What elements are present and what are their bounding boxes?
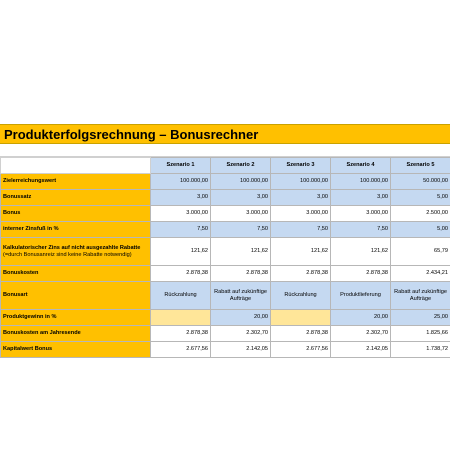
output-cell[interactable]: 1.825,66 [391, 326, 450, 342]
output-cell[interactable]: 3.000,00 [211, 206, 271, 222]
header-cell-scenario-5[interactable]: Szenario 5 [391, 158, 450, 174]
output-cell[interactable]: 2.878,38 [211, 266, 271, 282]
table-row [1, 282, 450, 310]
output-cell[interactable]: 2.142,05 [211, 342, 271, 358]
select-cell[interactable]: Produktlieferung [331, 282, 391, 310]
table-row [1, 222, 450, 238]
input-cell[interactable]: 5,00 [391, 222, 450, 238]
table-row [1, 326, 450, 342]
output-cell[interactable]: 2.878,38 [151, 326, 211, 342]
row-label-main: Kalkulatorischer Zins auf nicht ausgezahlte Rabatte [3, 245, 141, 252]
sheet-title: Produkterfolgsrechnung – Bonusrechner [4, 126, 259, 142]
output-cell[interactable]: 65,79 [391, 238, 450, 266]
output-cell[interactable]: 3.000,00 [271, 206, 331, 222]
table-row [1, 266, 450, 282]
disabled-cell[interactable] [151, 310, 211, 326]
input-cell[interactable]: 25,00 [391, 310, 450, 326]
bonus-table [0, 157, 450, 358]
output-cell[interactable]: 121,62 [271, 238, 331, 266]
header-cell-scenario-4[interactable]: Szenario 4 [331, 158, 391, 174]
output-cell[interactable]: 2.677,56 [151, 342, 211, 358]
select-cell[interactable]: Rückzahlung [271, 282, 331, 310]
input-cell[interactable]: 20,00 [211, 310, 271, 326]
header-blank-cell[interactable] [1, 158, 151, 174]
header-cell-scenario-2[interactable]: Szenario 2 [211, 158, 271, 174]
output-cell[interactable]: 2.434,21 [391, 266, 450, 282]
input-cell[interactable]: 100.000,00 [331, 174, 391, 190]
output-cell[interactable]: 2.677,56 [271, 342, 331, 358]
input-cell[interactable]: 3,00 [271, 190, 331, 206]
row-label[interactable]: Bonusart [1, 282, 151, 310]
table-row [1, 206, 450, 222]
row-label[interactable]: Bonuskosten am Jahresende [1, 326, 151, 342]
output-cell[interactable]: 2.142,05 [331, 342, 391, 358]
input-cell[interactable]: 5,00 [391, 190, 450, 206]
disabled-cell[interactable] [271, 310, 331, 326]
select-cell[interactable]: Rabatt auf zukünftige Aufträge [391, 282, 450, 310]
table-row [1, 238, 450, 266]
output-cell[interactable]: 121,62 [211, 238, 271, 266]
row-label[interactable] [1, 238, 151, 266]
table-row [1, 190, 450, 206]
header-cell-scenario-1[interactable]: Szenario 1 [151, 158, 211, 174]
output-cell[interactable]: 2.878,38 [331, 266, 391, 282]
output-cell[interactable]: 121,62 [151, 238, 211, 266]
header-row [1, 158, 450, 174]
output-cell[interactable]: 3.000,00 [151, 206, 211, 222]
input-cell[interactable]: 100.000,00 [151, 174, 211, 190]
row-label[interactable]: Kapitalwert Bonus [1, 342, 151, 358]
row-label[interactable]: Produktgewinn in % [1, 310, 151, 326]
row-label-note: (=durch Bonusanreiz sind keine Rabatte notwendig) [3, 251, 132, 258]
title-bar [0, 124, 450, 144]
row-label[interactable]: Bonuskosten [1, 266, 151, 282]
input-cell[interactable]: 100.000,00 [271, 174, 331, 190]
input-cell[interactable]: 3,00 [151, 190, 211, 206]
output-cell[interactable]: 2.302,70 [211, 326, 271, 342]
select-cell[interactable]: Rückzahlung [151, 282, 211, 310]
input-cell[interactable]: 20,00 [331, 310, 391, 326]
table-row [1, 310, 450, 326]
input-cell[interactable]: 7,50 [151, 222, 211, 238]
row-label[interactable]: interner Zinsfuß in % [1, 222, 151, 238]
input-cell[interactable]: 7,50 [211, 222, 271, 238]
output-cell[interactable]: 2.500,00 [391, 206, 450, 222]
output-cell[interactable]: 2.302,70 [331, 326, 391, 342]
row-label[interactable]: Bonussatz [1, 190, 151, 206]
row-label[interactable]: Bonus [1, 206, 151, 222]
input-cell[interactable]: 3,00 [211, 190, 271, 206]
input-cell[interactable]: 100.000,00 [211, 174, 271, 190]
spreadsheet [0, 124, 450, 358]
output-cell[interactable]: 3.000,00 [331, 206, 391, 222]
header-cell-scenario-3[interactable]: Szenario 3 [271, 158, 331, 174]
output-cell[interactable]: 121,62 [331, 238, 391, 266]
empty-row [0, 144, 450, 157]
input-cell[interactable]: 7,50 [331, 222, 391, 238]
table-row [1, 342, 450, 358]
output-cell[interactable]: 2.878,38 [271, 326, 331, 342]
output-cell[interactable]: 1.738,72 [391, 342, 450, 358]
input-cell[interactable]: 3,00 [331, 190, 391, 206]
output-cell[interactable]: 2.878,38 [271, 266, 331, 282]
select-cell[interactable]: Rabatt auf zukünftige Aufträge [211, 282, 271, 310]
row-label[interactable]: Zielerreichungswert [1, 174, 151, 190]
output-cell[interactable]: 2.878,38 [151, 266, 211, 282]
table-row [1, 174, 450, 190]
input-cell[interactable]: 7,50 [271, 222, 331, 238]
input-cell[interactable]: 50.000,00 [391, 174, 450, 190]
